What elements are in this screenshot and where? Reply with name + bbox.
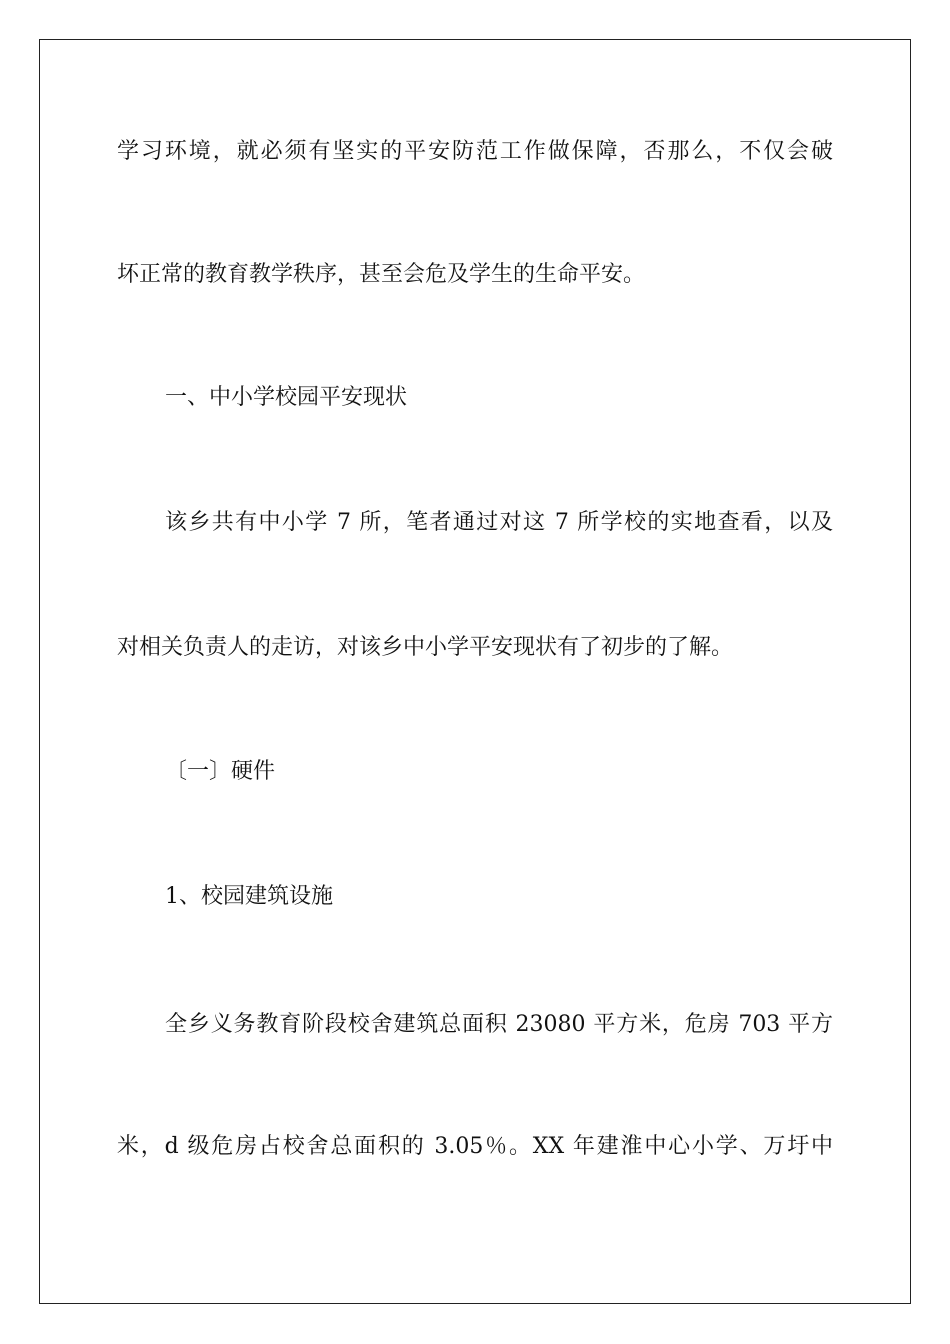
paragraph-line-5: 全乡义务教育阶段校舍建筑总面积 23080 平方米，危房 703 平方 [165,1012,833,1037]
paragraph-line-1: 学习环境，就必须有坚实的平安防范工作做保障，否那么，不仅会破 [117,139,833,164]
subsection-heading: 〔一〕硬件 [165,759,276,784]
paragraph-line-4: 对相关负责人的走访，对该乡中小学平安现状有了初步的了解。 [117,635,734,660]
paragraph-line-2: 坏正常的教育教学秩序，甚至会危及学生的生命平安。 [117,262,646,287]
section-heading: 一、中小学校园平安现状 [165,385,408,410]
item-heading: 1、校园建筑设施 [165,884,333,909]
page-border [39,39,911,1304]
paragraph-line-6: 米，d 级危房占校舍总面积的 3.05％。XX 年建淮中心小学、万圩中 [117,1134,833,1159]
paragraph-line-3: 该乡共有中小学 7 所，笔者通过对这 7 所学校的实地查看，以及 [165,510,833,535]
